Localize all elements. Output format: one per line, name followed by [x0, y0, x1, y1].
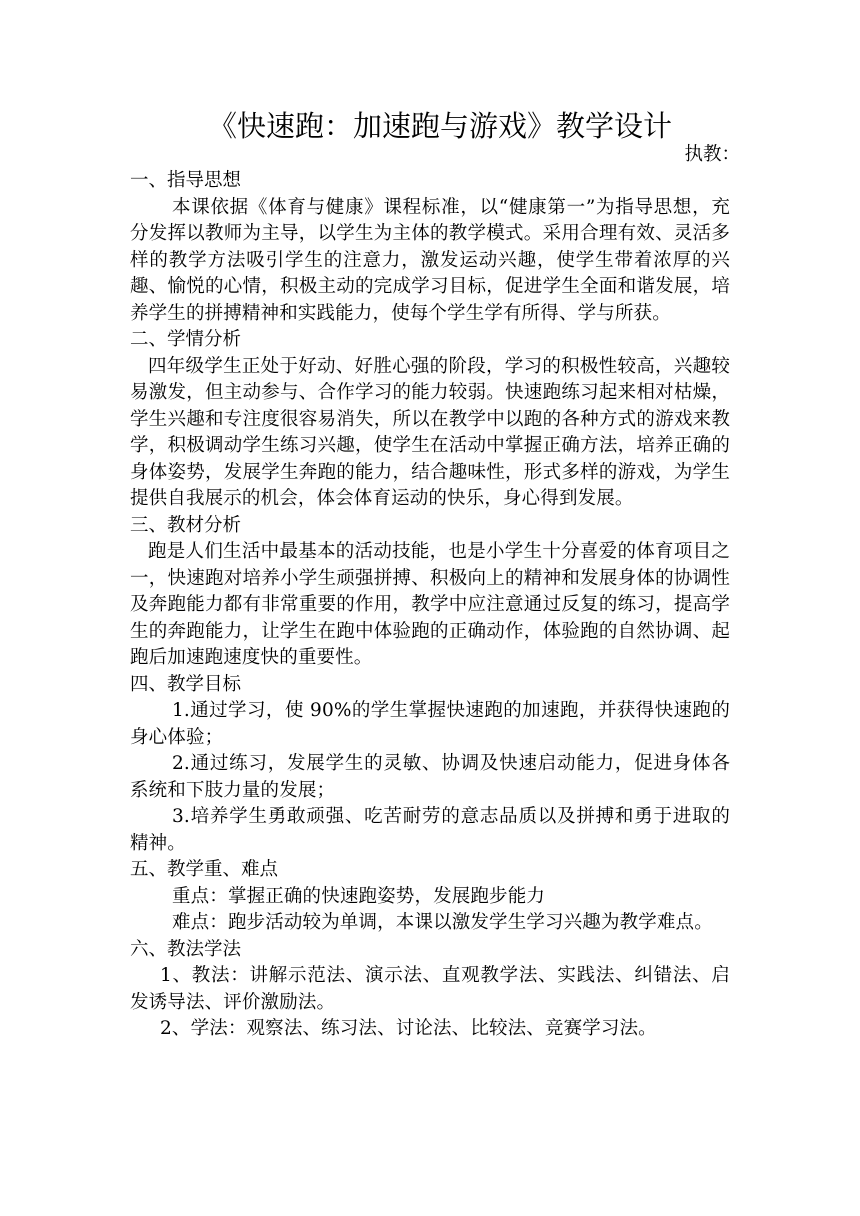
- section-paragraph: 四年级学生正处于好动、好胜心强的阶段，学习的积极性较高，兴趣较易激发，但主动参与、合作学习的能力较弱。快速跑练习起来相对枯燥，学生兴趣和专注度很容易消失，所以在教学中以跑的各种方式的游戏来教学，积极调动学生练习兴趣，使学生在活动中掌握正确方法，培养正确的身体姿势，发展学生奔跑的能力，结合趣味性，形式多样的游戏，为学生提供自我展示的机会，体会体育运动的快乐，身心得到发展。: [130, 355, 730, 509]
- section-paragraph: 1、教法：讲解示范法、演示法、直观教学法、实践法、纠错法、启发诱导法、评价激励法。: [130, 965, 730, 1013]
- section-heading: 二、学情分析: [130, 329, 242, 350]
- section-paragraph: 1.通过学习，使 90%的学生掌握快速跑的加速跑，并获得快速跑的身心体验；: [130, 700, 730, 748]
- section-heading: 一、指导思想: [130, 170, 242, 191]
- section-paragraph: 3.培养学生勇敢顽强、吃苦耐劳的意志品质以及拼搏和勇于进取的精神。: [130, 806, 730, 854]
- document-page: [130, 104, 740, 1043]
- section-heading: 六、教法学法: [130, 938, 242, 960]
- section-paragraph: 重点：掌握正确的快速跑姿势，发展跑步能力: [172, 885, 546, 907]
- author-label: 执教：: [684, 144, 740, 165]
- section-paragraph: 本课依据《体育与健康》课程标准，以“健康第一”为指导思想，充分发挥以教师为主导，以学生为主体的教学模式。采用合理有效、灵活多样的教学方法吸引学生的注意力，激发运动兴趣，使学生带着浓厚的兴趣、愉悦的心情，积极主动的完成学习目标，促进学生全面和谐发展，培养学生的拼搏精神和实践能力，使每个学生学有所得、学与所获。: [130, 196, 730, 324]
- section-paragraph: 跑是人们生活中最基本的活动技能，也是小学生十分喜爱的体育项目之一，快速跑对培养小学生顽强拼搏、积极向上的精神和发展身体的协调性及奔跑能力都有非常重要的作用，教学中应注意通过反复的练习，提高学生的奔跑能力，让学生在跑中体验跑的正确动作，体验跑的自然协调、起跑后加速跑速度快的重要性。: [130, 541, 730, 668]
- section-paragraph: 难点：跑步活动较为单调，本课以激发学生学习兴趣为教学难点。: [172, 912, 713, 933]
- document-title: 《快速跑：加速跑与游戏》教学设计: [207, 109, 672, 143]
- section-paragraph: 2.通过练习，发展学生的灵敏、协调及快速启动能力，促进身体各系统和下肢力量的发展；: [130, 753, 730, 801]
- section-heading: 四、教学目标: [130, 673, 242, 695]
- section-heading: 五、教学重、难点: [130, 859, 279, 880]
- section-heading: 三、教材分析: [130, 514, 242, 536]
- section-paragraph: 2、学法：观察法、练习法、讨论法、比较法、竞赛学习法。: [160, 1018, 657, 1039]
